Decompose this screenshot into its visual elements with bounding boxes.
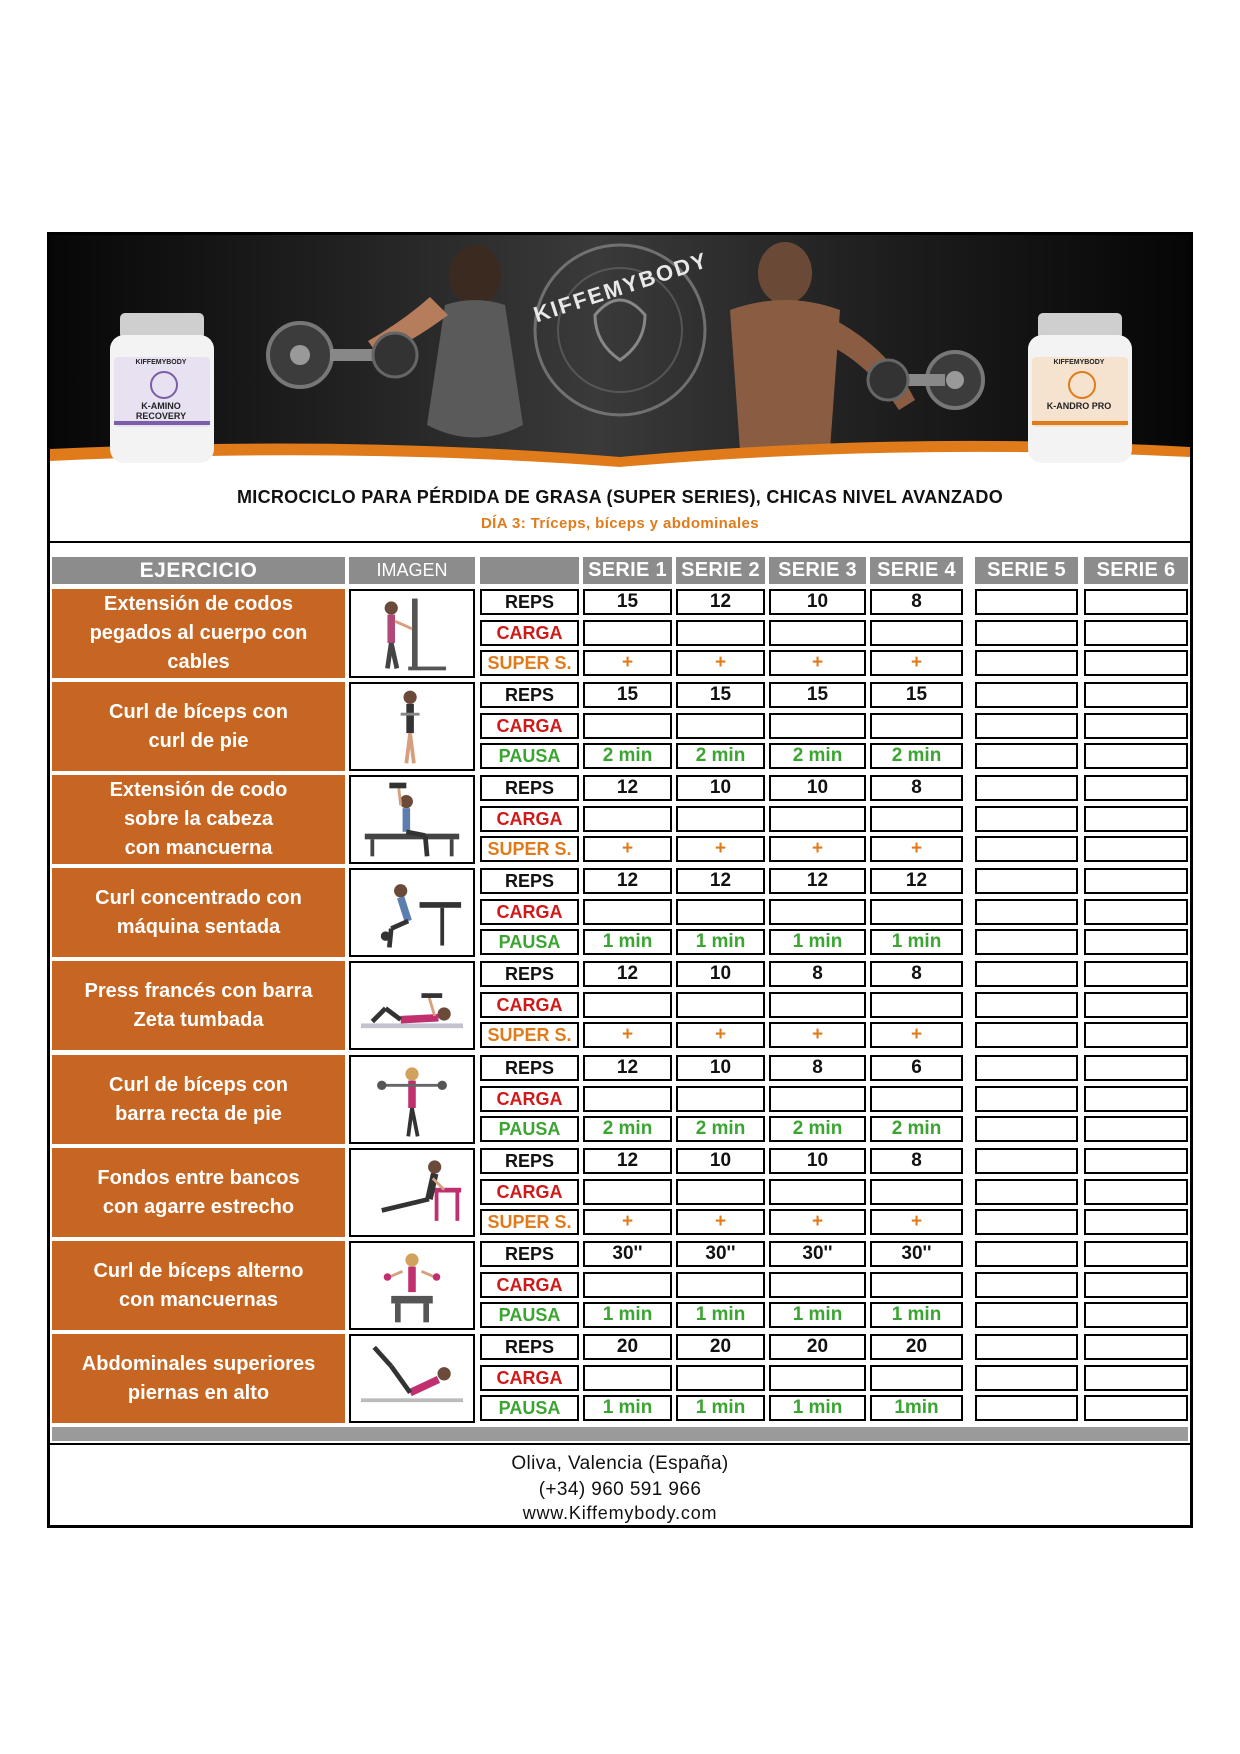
exercise-name <box>52 589 345 678</box>
cell-serie-2[interactable]: 30'' <box>676 1241 765 1267</box>
cell-serie-1[interactable] <box>583 1272 672 1298</box>
exercise-name <box>52 682 345 771</box>
cell-serie-4[interactable]: + <box>870 650 963 676</box>
cell-serie-3[interactable] <box>769 1272 866 1298</box>
cell-serie-1[interactable] <box>583 806 672 832</box>
cell-serie-6[interactable] <box>1084 589 1188 615</box>
cell-serie-3[interactable]: 2 min <box>769 743 866 769</box>
header-label-blank <box>480 557 579 584</box>
cell-serie-5[interactable] <box>975 806 1078 832</box>
bottle-logo-icon <box>1068 371 1096 399</box>
cell-serie-5[interactable] <box>975 620 1078 646</box>
cell-serie-4[interactable] <box>870 1365 963 1391</box>
cell-serie-1[interactable]: 1 min <box>583 929 672 955</box>
cell-serie-5[interactable] <box>975 836 1078 862</box>
row-label-reps: REPS <box>480 1241 579 1267</box>
cell-serie-6[interactable] <box>1084 1209 1188 1235</box>
exercise-name <box>52 1334 345 1423</box>
cell-serie-5[interactable] <box>975 992 1078 1018</box>
cell-serie-6[interactable] <box>1084 682 1188 708</box>
cell-serie-2[interactable] <box>676 713 765 739</box>
cell-serie-6[interactable] <box>1084 1334 1188 1360</box>
cell-serie-4[interactable]: 2 min <box>870 1116 963 1142</box>
cell-serie-3[interactable]: 20 <box>769 1334 866 1360</box>
cell-serie-6[interactable] <box>1084 1179 1188 1205</box>
cell-serie-6[interactable] <box>1084 1148 1188 1174</box>
cell-serie-2[interactable] <box>676 899 765 925</box>
cell-serie-2[interactable] <box>676 1272 765 1298</box>
cell-serie-5[interactable] <box>975 1209 1078 1235</box>
row-label-pausa: PAUSA <box>480 1302 579 1328</box>
exercise-name-line: Abdominales superiores <box>81 1352 316 1375</box>
row-label-carga: CARGA <box>480 620 579 646</box>
cell-serie-4[interactable]: 20 <box>870 1334 963 1360</box>
cell-serie-4[interactable] <box>870 713 963 739</box>
cell-serie-4[interactable] <box>870 1086 963 1112</box>
row-label-super: SUPER S. <box>480 1022 579 1048</box>
header-serie-2: SERIE 2 <box>676 557 765 584</box>
cell-serie-6[interactable] <box>1084 1116 1188 1142</box>
cell-serie-2[interactable]: 1 min <box>676 1302 765 1328</box>
cell-serie-3[interactable]: 1 min <box>769 929 866 955</box>
row-label-reps: REPS <box>480 1055 579 1081</box>
cell-serie-1[interactable]: 30'' <box>583 1241 672 1267</box>
exercise-name-line: piernas en alto <box>127 1381 270 1404</box>
cell-serie-2[interactable] <box>676 1086 765 1112</box>
cell-serie-6[interactable] <box>1084 868 1188 894</box>
cell-serie-3[interactable]: + <box>769 1022 866 1048</box>
cell-serie-5[interactable] <box>975 775 1078 801</box>
cell-serie-2[interactable] <box>676 806 765 832</box>
cell-serie-5[interactable] <box>975 1179 1078 1205</box>
cell-serie-2[interactable] <box>676 1365 765 1391</box>
cell-serie-5[interactable] <box>975 929 1078 955</box>
cell-serie-4[interactable]: 15 <box>870 682 963 708</box>
cell-serie-6[interactable] <box>1084 1395 1188 1421</box>
cell-serie-4[interactable] <box>870 899 963 925</box>
cell-serie-5[interactable] <box>975 1302 1078 1328</box>
cell-serie-1[interactable]: 12 <box>583 1055 672 1081</box>
cell-serie-3[interactable] <box>769 1086 866 1112</box>
cell-serie-1[interactable] <box>583 1179 672 1205</box>
exercise-name-line: Curl concentrado con <box>95 886 302 909</box>
cell-serie-2[interactable]: 1 min <box>676 929 765 955</box>
row-label-carga: CARGA <box>480 806 579 832</box>
exercise-image <box>349 775 475 864</box>
cell-serie-6[interactable] <box>1084 899 1188 925</box>
right-product-bottle <box>1028 313 1132 463</box>
cell-serie-1[interactable]: 1 min <box>583 1395 672 1421</box>
cell-serie-4[interactable] <box>870 992 963 1018</box>
exercise-name-line: Press francés con barra <box>84 979 313 1002</box>
brand-name: KIFFEMYBODY <box>530 247 712 328</box>
exercise-name <box>52 961 345 1050</box>
header-serie-5: SERIE 5 <box>975 557 1078 584</box>
cell-serie-3[interactable] <box>769 1365 866 1391</box>
row-label-carga: CARGA <box>480 713 579 739</box>
cell-serie-6[interactable] <box>1084 713 1188 739</box>
cell-serie-4[interactable]: + <box>870 1209 963 1235</box>
row-label-reps: REPS <box>480 775 579 801</box>
cell-serie-5[interactable] <box>975 1022 1078 1048</box>
cell-serie-6[interactable] <box>1084 743 1188 769</box>
exercise-name-line: con mancuernas <box>119 1288 278 1311</box>
row-label-super: SUPER S. <box>480 650 579 676</box>
cell-serie-5[interactable] <box>975 1116 1078 1142</box>
cell-serie-2[interactable] <box>676 992 765 1018</box>
exercise-name-line: Curl de bíceps con <box>109 700 288 723</box>
cell-serie-5[interactable] <box>975 1055 1078 1081</box>
cell-serie-3[interactable]: + <box>769 1209 866 1235</box>
training-sheet <box>47 232 1193 1528</box>
cell-serie-4[interactable]: 8 <box>870 1148 963 1174</box>
cell-serie-6[interactable] <box>1084 1365 1188 1391</box>
cell-serie-3[interactable] <box>769 1179 866 1205</box>
footer-website[interactable]: www.Kiffemybody.com <box>522 1503 718 1523</box>
title-block <box>50 471 1190 543</box>
exercise-name-line: Curl de bíceps con <box>109 1073 288 1096</box>
header-serie-1: SERIE 1 <box>583 557 672 584</box>
cell-serie-2[interactable]: 2 min <box>676 1116 765 1142</box>
exercise-name <box>52 1148 345 1237</box>
cell-serie-2[interactable]: 10 <box>676 961 765 987</box>
cell-serie-3[interactable]: 8 <box>769 1055 866 1081</box>
cell-serie-3[interactable] <box>769 713 866 739</box>
exercise-name-line: Curl de bíceps alterno <box>93 1259 304 1282</box>
cell-serie-2[interactable]: 2 min <box>676 743 765 769</box>
cell-serie-4[interactable]: + <box>870 1022 963 1048</box>
cell-serie-1[interactable]: 20 <box>583 1334 672 1360</box>
cell-serie-2[interactable] <box>676 1179 765 1205</box>
cell-serie-3[interactable]: 12 <box>769 868 866 894</box>
cell-serie-1[interactable]: + <box>583 836 672 862</box>
table-bottom-bar <box>52 1427 1188 1441</box>
left-bottle-brand: KIFFEMYBODY <box>135 359 187 366</box>
exercise-image <box>349 1334 475 1423</box>
exercise-name <box>52 1055 345 1144</box>
cell-serie-6[interactable] <box>1084 620 1188 646</box>
cell-serie-5[interactable] <box>975 1334 1078 1360</box>
cell-serie-3[interactable]: 10 <box>769 775 866 801</box>
cell-serie-1[interactable]: 12 <box>583 1148 672 1174</box>
cell-serie-4[interactable]: 30'' <box>870 1241 963 1267</box>
cell-serie-5[interactable] <box>975 868 1078 894</box>
row-label-reps: REPS <box>480 1334 579 1360</box>
cell-serie-5[interactable] <box>975 961 1078 987</box>
cell-serie-4[interactable]: 2 min <box>870 743 963 769</box>
exercise-name-line: sobre la cabeza <box>124 808 273 830</box>
cell-serie-1[interactable]: 12 <box>583 961 672 987</box>
cell-serie-1[interactable]: 2 min <box>583 743 672 769</box>
cell-serie-6[interactable] <box>1084 836 1188 862</box>
cell-serie-1[interactable]: 2 min <box>583 1116 672 1142</box>
exercise-image <box>349 1055 475 1144</box>
right-bottle-brand: KIFFEMYBODY <box>1053 359 1105 366</box>
cell-serie-4[interactable] <box>870 1272 963 1298</box>
cell-serie-2[interactable]: 12 <box>676 589 765 615</box>
exercise-image <box>349 961 475 1050</box>
exercise-name-line: máquina sentada <box>116 915 281 938</box>
cell-serie-5[interactable] <box>975 899 1078 925</box>
row-label-super: SUPER S. <box>480 836 579 862</box>
row-label-reps: REPS <box>480 1148 579 1174</box>
footer <box>50 1443 1190 1525</box>
cell-serie-5[interactable] <box>975 743 1078 769</box>
cell-serie-4[interactable] <box>870 806 963 832</box>
row-label-super: SUPER S. <box>480 1209 579 1235</box>
row-label-carga: CARGA <box>480 992 579 1018</box>
exercise-name-line: con agarre estrecho <box>102 1195 295 1218</box>
cell-serie-2[interactable]: + <box>676 1209 765 1235</box>
cell-serie-3[interactable]: 1 min <box>769 1395 866 1421</box>
cell-serie-4[interactable]: + <box>870 836 963 862</box>
row-label-carga: CARGA <box>480 899 579 925</box>
cell-serie-2[interactable]: 1 min <box>676 1395 765 1421</box>
cell-serie-4[interactable]: 12 <box>870 868 963 894</box>
cell-serie-6[interactable] <box>1084 650 1188 676</box>
banner-photo <box>50 235 1190 471</box>
cell-serie-2[interactable] <box>676 620 765 646</box>
cell-serie-1[interactable]: 12 <box>583 868 672 894</box>
cell-serie-2[interactable]: 15 <box>676 682 765 708</box>
exercise-name-line: Zeta tumbada <box>133 1008 264 1031</box>
cell-serie-4[interactable]: 1min <box>870 1395 963 1421</box>
cell-serie-2[interactable]: 10 <box>676 1148 765 1174</box>
exercise-name-line: con mancuerna <box>124 837 273 859</box>
cell-serie-3[interactable]: 30'' <box>769 1241 866 1267</box>
brand-heart-icon <box>595 300 645 360</box>
exercise-image <box>349 589 475 678</box>
exercise-name <box>52 868 345 957</box>
cell-serie-4[interactable] <box>870 1179 963 1205</box>
cell-serie-1[interactable]: + <box>583 1209 672 1235</box>
header-serie-6: SERIE 6 <box>1084 557 1188 584</box>
cell-serie-3[interactable] <box>769 992 866 1018</box>
page-title: MICROCICLO PARA PÉRDIDA DE GRASA (SUPER SERIES), CHICAS NIVEL AVANZADO <box>236 487 1004 507</box>
row-label-reps: REPS <box>480 868 579 894</box>
cell-serie-3[interactable]: 15 <box>769 682 866 708</box>
cell-serie-6[interactable] <box>1084 961 1188 987</box>
cell-serie-1[interactable] <box>583 1365 672 1391</box>
cell-serie-1[interactable]: + <box>583 1022 672 1048</box>
cell-serie-3[interactable]: 1 min <box>769 1302 866 1328</box>
cell-serie-1[interactable] <box>583 899 672 925</box>
exercise-image <box>349 868 475 957</box>
cell-serie-5[interactable] <box>975 1241 1078 1267</box>
left-product-bottle <box>110 313 214 463</box>
cell-serie-4[interactable]: 6 <box>870 1055 963 1081</box>
exercise-name-line: barra recta de pie <box>115 1102 282 1125</box>
bottle-logo-icon <box>150 371 178 399</box>
cell-serie-2[interactable]: + <box>676 836 765 862</box>
row-label-reps: REPS <box>480 682 579 708</box>
cell-serie-3[interactable]: + <box>769 650 866 676</box>
footer-address: Oliva, Valencia (España) <box>511 1453 729 1474</box>
exercise-name <box>52 1241 345 1330</box>
exercise-name-line: pegados al cuerpo con <box>89 622 308 644</box>
cell-serie-6[interactable] <box>1084 775 1188 801</box>
cell-serie-5[interactable] <box>975 713 1078 739</box>
row-label-pausa: PAUSA <box>480 1395 579 1421</box>
cell-serie-1[interactable] <box>583 1086 672 1112</box>
cell-serie-6[interactable] <box>1084 1055 1188 1081</box>
exercise-name-line: Extensión de codo <box>109 779 288 801</box>
header-exercise: EJERCICIO <box>52 557 345 584</box>
cell-serie-1[interactable]: 1 min <box>583 1302 672 1328</box>
cell-serie-2[interactable]: + <box>676 650 765 676</box>
row-label-pausa: PAUSA <box>480 743 579 769</box>
exercise-name <box>52 775 345 864</box>
row-label-pausa: PAUSA <box>480 929 579 955</box>
cell-serie-2[interactable]: 20 <box>676 1334 765 1360</box>
cell-serie-4[interactable]: 8 <box>870 961 963 987</box>
row-label-carga: CARGA <box>480 1086 579 1112</box>
cell-serie-6[interactable] <box>1084 1241 1188 1267</box>
right-bottle-label: K-ANDRO PRO <box>1046 401 1112 411</box>
cell-serie-1[interactable] <box>583 713 672 739</box>
footer-phone: (+34) 960 591 966 <box>538 1479 702 1500</box>
cell-serie-3[interactable]: 10 <box>769 589 866 615</box>
cell-serie-3[interactable] <box>769 620 866 646</box>
exercise-image <box>349 682 475 771</box>
exercise-name-line: cables <box>167 651 230 673</box>
dumbbell-left-icon <box>268 323 417 387</box>
cell-serie-1[interactable]: 15 <box>583 589 672 615</box>
row-label-reps: REPS <box>480 589 579 615</box>
exercise-name-line: Fondos entre bancos <box>97 1166 300 1189</box>
cell-serie-3[interactable] <box>769 899 866 925</box>
cell-serie-3[interactable]: 10 <box>769 1148 866 1174</box>
cell-serie-6[interactable] <box>1084 1086 1188 1112</box>
cell-serie-4[interactable]: 8 <box>870 589 963 615</box>
cell-serie-5[interactable] <box>975 650 1078 676</box>
cell-serie-6[interactable] <box>1084 1302 1188 1328</box>
cell-serie-3[interactable]: 2 min <box>769 1116 866 1142</box>
cell-serie-6[interactable] <box>1084 929 1188 955</box>
cell-serie-4[interactable]: 1 min <box>870 929 963 955</box>
cell-serie-3[interactable] <box>769 806 866 832</box>
cell-serie-5[interactable] <box>975 589 1078 615</box>
cell-serie-5[interactable] <box>975 682 1078 708</box>
cell-serie-4[interactable]: 1 min <box>870 1302 963 1328</box>
cell-serie-3[interactable]: + <box>769 836 866 862</box>
dumbbell-right-icon <box>868 352 983 408</box>
banner <box>50 235 1190 471</box>
cell-serie-2[interactable]: + <box>676 1022 765 1048</box>
cell-serie-1[interactable]: + <box>583 650 672 676</box>
cell-serie-1[interactable]: 12 <box>583 775 672 801</box>
exercise-name-line: curl de pie <box>148 729 249 752</box>
page-subtitle: DÍA 3: Tríceps, bíceps y abdominales <box>480 515 760 532</box>
cell-serie-6[interactable] <box>1084 992 1188 1018</box>
cell-serie-6[interactable] <box>1084 1272 1188 1298</box>
cell-serie-2[interactable]: 10 <box>676 775 765 801</box>
header-serie-4: SERIE 4 <box>870 557 963 584</box>
cell-serie-2[interactable]: 10 <box>676 1055 765 1081</box>
row-label-carga: CARGA <box>480 1179 579 1205</box>
cell-serie-1[interactable] <box>583 992 672 1018</box>
cell-serie-5[interactable] <box>975 1272 1078 1298</box>
exercise-image <box>349 1241 475 1330</box>
row-label-carga: CARGA <box>480 1272 579 1298</box>
cell-serie-5[interactable] <box>975 1086 1078 1112</box>
cell-serie-6[interactable] <box>1084 806 1188 832</box>
cell-serie-5[interactable] <box>975 1395 1078 1421</box>
cell-serie-5[interactable] <box>975 1365 1078 1391</box>
row-label-reps: REPS <box>480 961 579 987</box>
header-image: IMAGEN <box>349 557 475 584</box>
left-bottle-label: K-AMINO RECOVERY <box>135 401 187 421</box>
cell-serie-2[interactable]: 12 <box>676 868 765 894</box>
cell-serie-5[interactable] <box>975 1148 1078 1174</box>
cell-serie-3[interactable]: 8 <box>769 961 866 987</box>
row-label-pausa: PAUSA <box>480 1116 579 1142</box>
cell-serie-6[interactable] <box>1084 1022 1188 1048</box>
exercise-image <box>349 1148 475 1237</box>
cell-serie-1[interactable]: 15 <box>583 682 672 708</box>
row-label-carga: CARGA <box>480 1365 579 1391</box>
cell-serie-4[interactable] <box>870 620 963 646</box>
cell-serie-1[interactable] <box>583 620 672 646</box>
cell-serie-4[interactable]: 8 <box>870 775 963 801</box>
header-serie-3: SERIE 3 <box>769 557 866 584</box>
exercise-name-line: Extensión de codos <box>104 593 293 615</box>
